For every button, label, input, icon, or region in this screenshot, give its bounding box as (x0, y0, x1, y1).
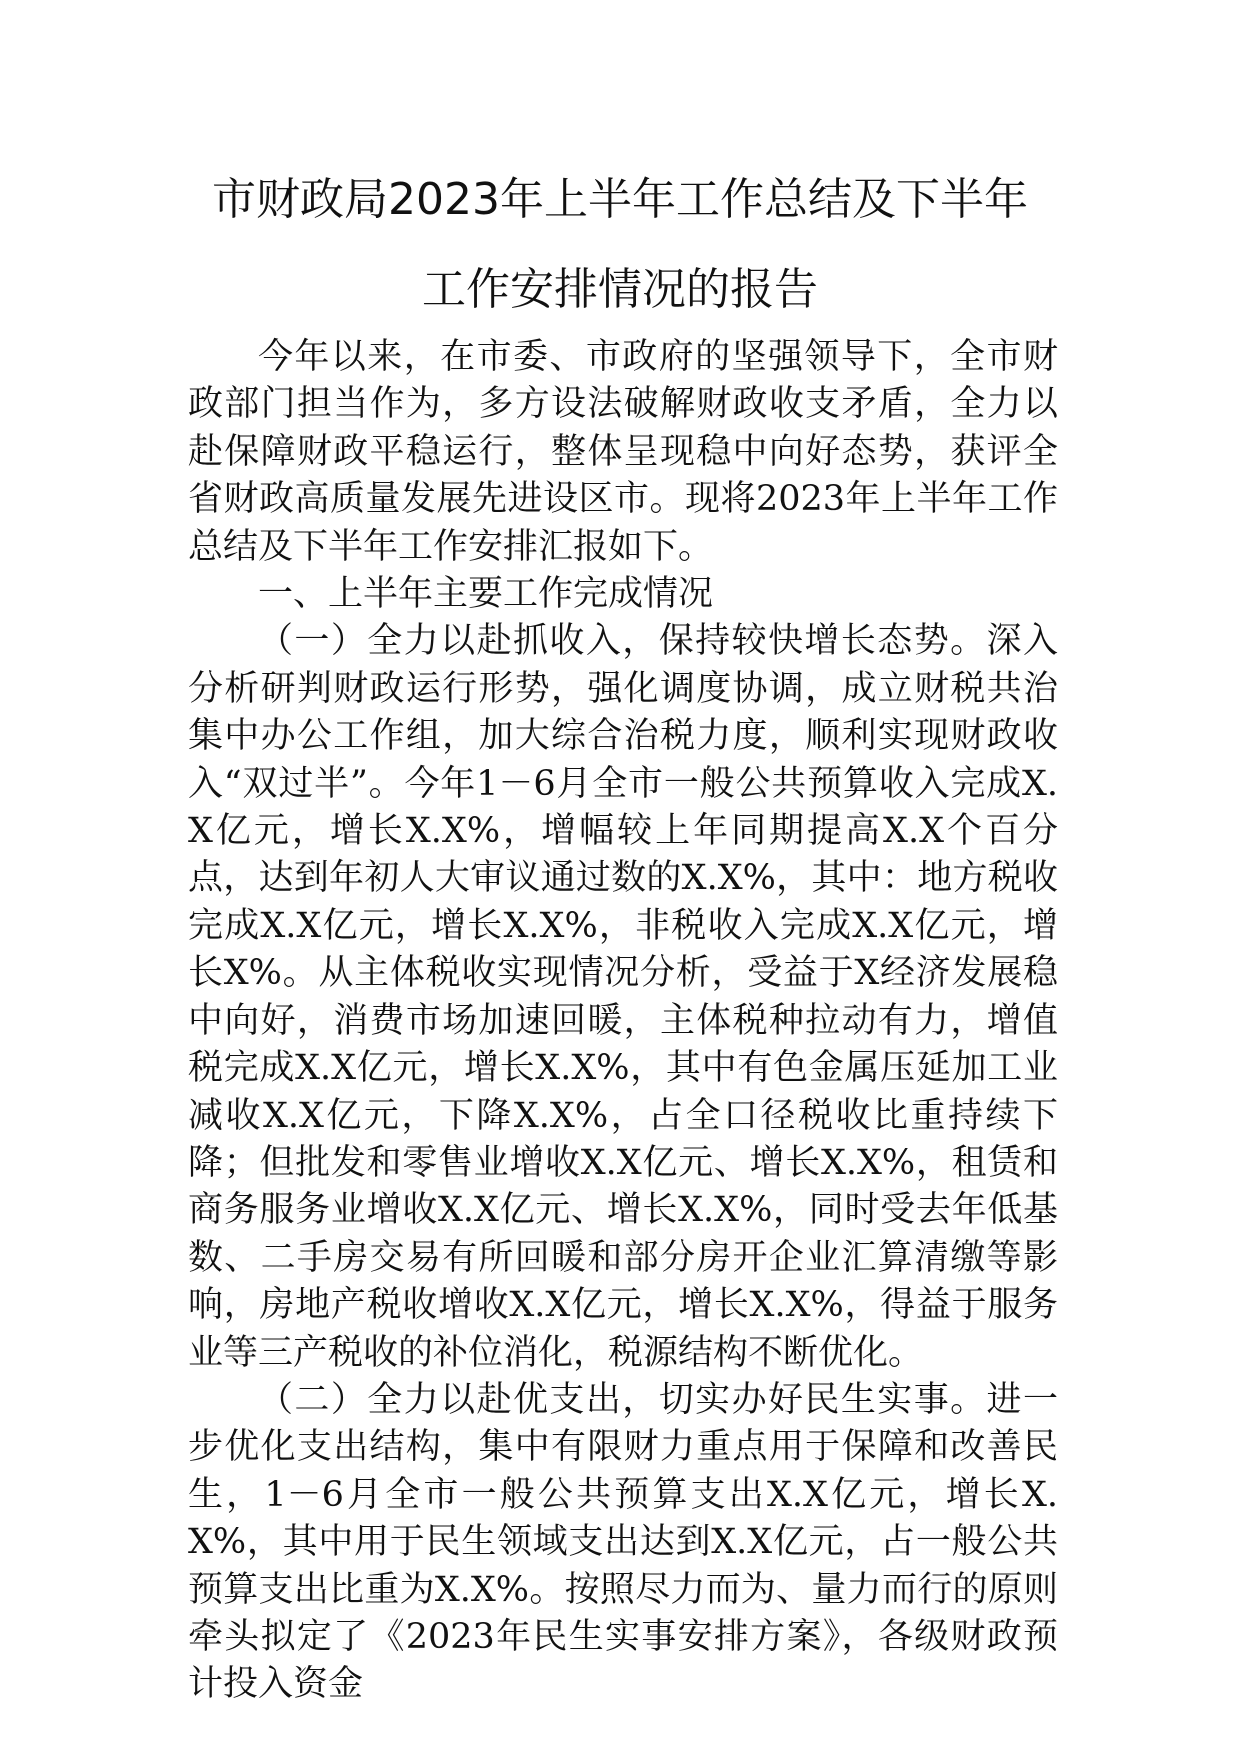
section-heading: 一、上半年主要工作完成情况 (258, 574, 714, 615)
expenditure-paragraph: （二）全力以赴优支出，切实办好民生实事。进一步优化支出结构，集中有限财力重点用于保障和改善民生，1－6月全市一般公共预算支出X.X亿元，增长X.X%，其中用于民生领域支出达到X.X亿元，占一般公共预算支出比重为X.X%。按照尽力而为、量力而行的原则牵头拟定了《2023年民生实事安排方案》，各级财政预计投入资金 (188, 1379, 1058, 1705)
document-title-line-1: 市财政局2023年上半年工作总结及下半年 (212, 174, 1028, 225)
document-title-line-2: 工作安排情况的报告 (422, 264, 818, 315)
intro-paragraph: 今年以来，在市委、市政府的坚强领导下，全市财政部门担当作为，多方设法破解财政收支矛盾，全力以赴保障财政平稳运行，整体呈现稳中向好态势，获评全省财政高质量发展先进设区市。现将2023年上半年工作总结及下半年工作安排汇报如下。 (188, 337, 1058, 567)
document-body (188, 334, 1058, 1709)
revenue-paragraph: （一）全力以赴抓收入，保持较快增长态势。深入分析研判财政运行形势，强化调度协调，成立财税共治集中办公工作组，加大综合治税力度，顺利实现财政收入“双过半”。今年1－6月全市一般公共预算收入完成X.X亿元，增长X.X%，增幅较上年同期提高X.X个百分点，达到年初人大审议通过数的X.X%，其中：地方税收完成X.X亿元，增长X.X%，非税收入完成X.X亿元，增长X%。从主体税收实现情况分析，受益于X经济发展稳中向好，消费市场加速回暖，主体税种拉动有力，增值税完成X.X亿元，增长X.X%，其中有色金属压延加工业减收X.X亿元，下降X.X%，占全口径税收比重持续下降；但批发和零售业增收X.X亿元、增长X.X%，租赁和商务服务业增收X.X亿元、增长X.X%，同时受去年低基数、二手房交易有所回暖和部分房开企业汇算清缴等影响，房地产税收增收X.X亿元，增长X.X%，得益于服务业等三产税收的补位消化，税源结构不断优化。 (188, 621, 1058, 1373)
